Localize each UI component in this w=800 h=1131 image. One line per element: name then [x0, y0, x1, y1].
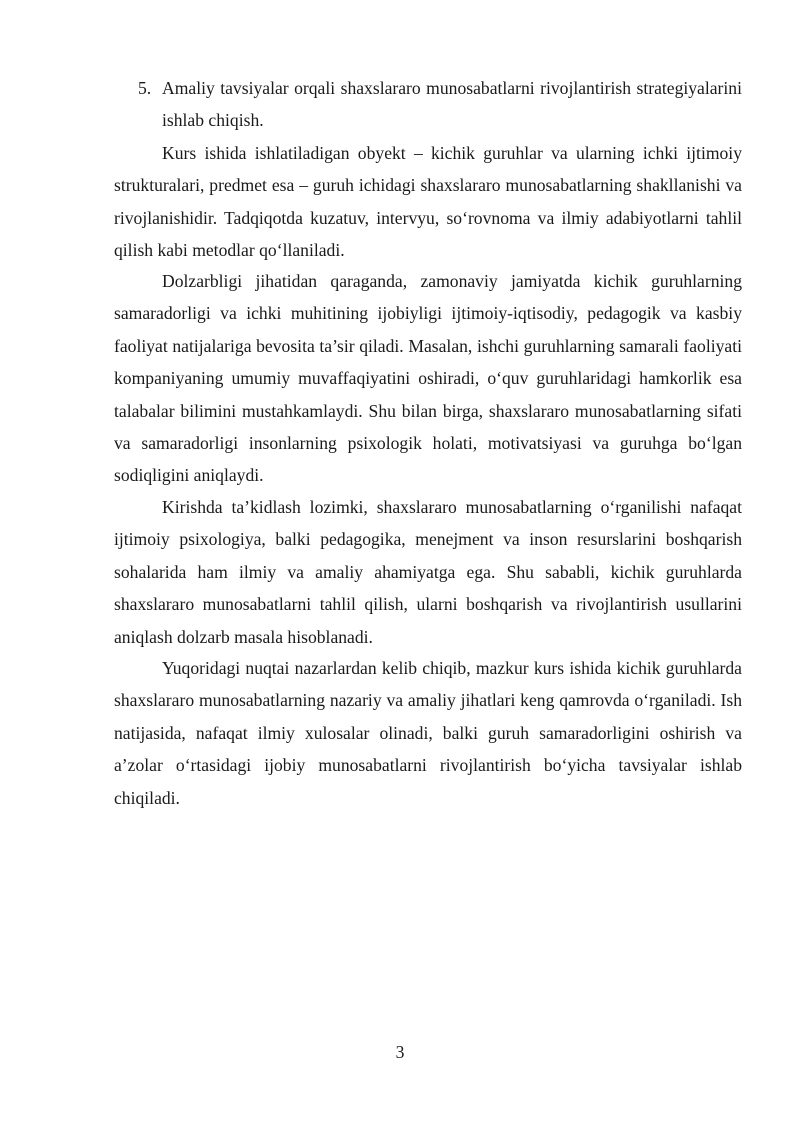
paragraph-introduction-emphasis: Kirishda ta’kidlash lozimki, shaxslararo munosabatlarning o‘rganilishi nafaqat ijtimoiy psixologiya, balki pedagogika, menejment va inson resurslarini boshqarish sohalarida ham ilmiy va amaliy ahamiyatga ega. Shu sababli, kichik guruhlarda shaxslararo munosabatlarni tahlil qilish, ularni boshqarish va rivojlantirish usullarini aniqlash dolzarb masala hisoblanadi. [114, 497, 742, 647]
page-number: 3 [395, 1042, 405, 1062]
paragraph-conclusion: Yuqoridagi nuqtai nazarlardan kelib chiqib, mazkur kurs ishida kichik guruhlarda shaxslararo munosabatlarning nazariy va amaliy jihatlari keng qamrovda o‘rganiladi. Ish natijasida, nafaqat ilmiy xulosalar olinadi, balki guruh samaradorligini oshirish va a’zolar o‘rtasidagi ijobiy munosabatlarni rivojlantirish bo‘yicha tavsiyalar ishlab chiqiladi. [114, 658, 742, 808]
paragraph-object-subject: Kurs ishida ishlatiladigan obyekt – kichik guruhlar va ularning ichki ijtimoiy strukturalari, predmet esa – guruh ichidagi shaxslararo munosabatlarning shakllanishi va rivojlanishidir. Tadqiqotda kuzatuv, intervyu, so‘rovnoma va ilmiy adabiyotlarni tahlil qilish kabi metodlar qo‘llaniladi. [114, 143, 742, 261]
paragraph-relevance: Dolzarbligi jihatidan qaraganda, zamonaviy jamiyatda kichik guruhlarning samaradorligi va ichki muhitining ijobiyligi ijtimoiy-iqtisodiy, pedagogik va kasbiy faoliyat natijalariga bevosita ta’sir qiladi. Masalan, ishchi guruhlarning samarali faoliyati kompaniyaning umumiy muvaffaqiyatini oshiradi, o‘quv guruhlaridagi hamkorlik esa talabalar bilimini mustahkamlaydi. Shu bilan birga, shaxslararo munosabatlarning sifati va samaradorligi insonlarning psixologik holati, motivatsiyasi va guruhga bo‘lgan sodiqligini aniqlaydi. [114, 271, 742, 486]
list-item-text: Amaliy tavsiyalar orqali shaxslararo munosabatlarni rivojlantirish strategiyalarini ishlab chiqish. [162, 78, 742, 131]
list-item-number: 5. [138, 78, 152, 98]
